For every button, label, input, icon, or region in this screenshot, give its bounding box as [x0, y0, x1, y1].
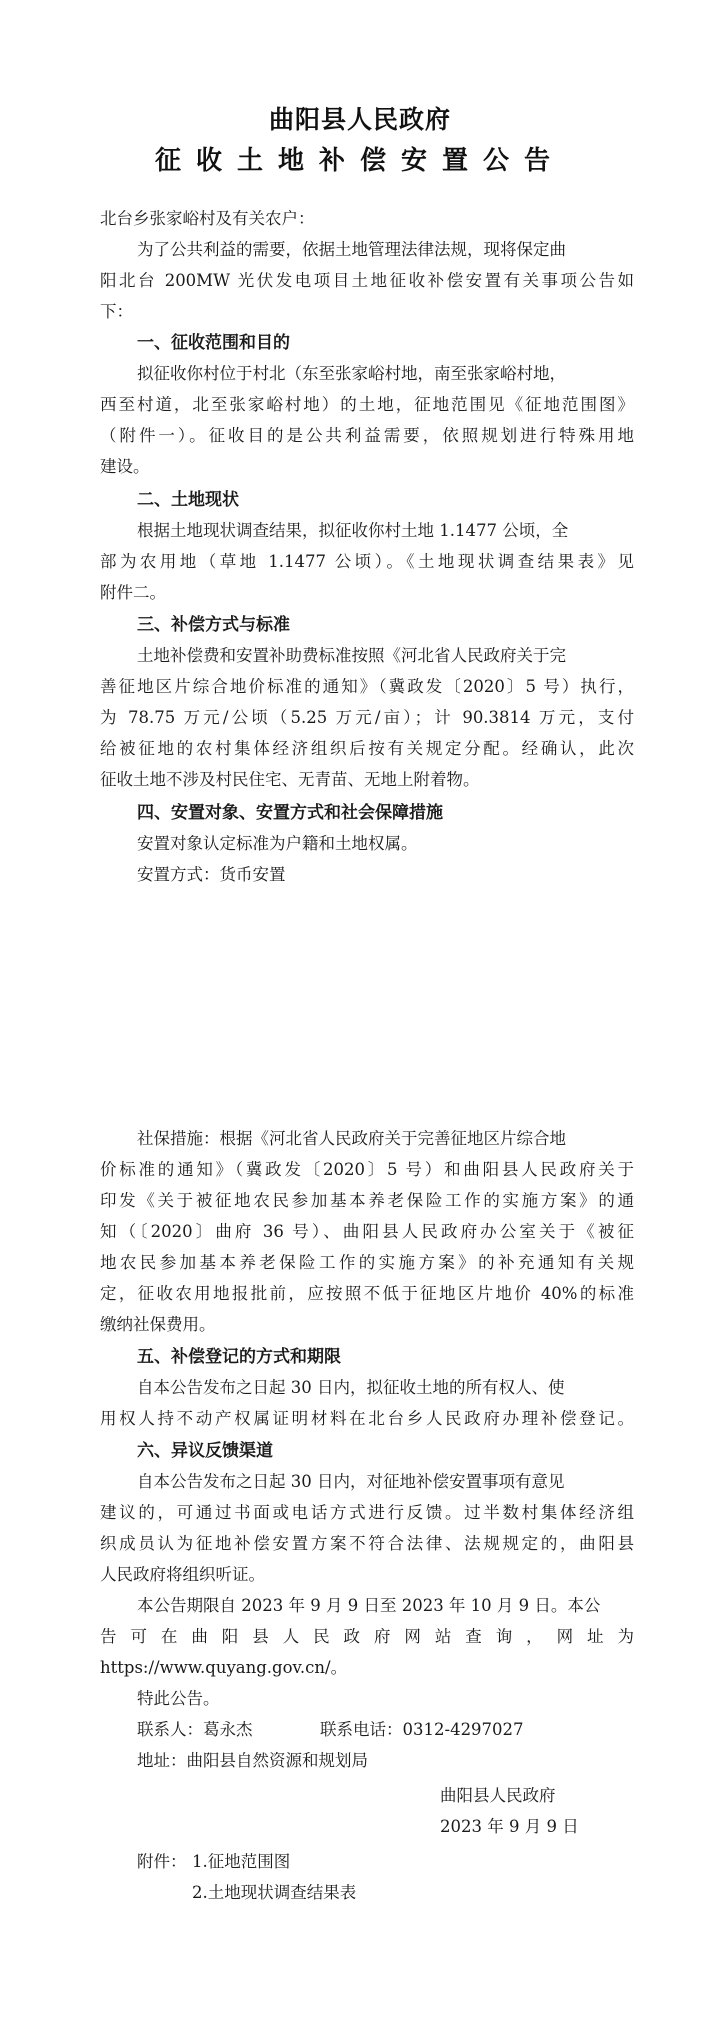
intro-line: 下：: [100, 302, 133, 321]
section-2-line: 部为农用地（草地 1.1477 公顷）。《土地现状调查结果表》见: [100, 552, 634, 571]
section-6-heading: 六、异议反馈渠道: [137, 1441, 273, 1461]
section-2-line: 根据土地现状调查结果，拟征收你村土地 1.1477 公顷，全: [137, 521, 569, 540]
section-3-heading: 三、补偿方式与标准: [137, 615, 290, 635]
contact-address: 地址：曲阳县自然资源和规划局: [137, 1751, 368, 1770]
section-1-line: 拟征收你村位于村北（东至张家峪村地，南至张家峪村地，: [137, 364, 566, 383]
section-3-line: 土地补偿费和安置补助费标准按照《河北省人民政府关于完: [137, 646, 566, 665]
resettlement-method: 安置方式：货币安置: [137, 865, 286, 884]
section-3-line: 善征地区片综合地价标准的通知》（冀政发〔2020〕5 号）执行，: [100, 677, 634, 696]
website-url: https://www.quyang.gov.cn/。: [100, 1658, 348, 1677]
social-security-line: 社保措施：根据《河北省人民政府关于完善征地区片综合地: [137, 1129, 566, 1148]
signature-date: 2023 年 9 月 9 日: [440, 1817, 579, 1836]
social-security-line: 知（〔2020〕曲府 36 号）、曲阳县人民政府办公室关于《被征: [100, 1222, 634, 1241]
attachments-label: 附件：: [137, 1852, 187, 1871]
social-security-line: 印发《关于被征地农民参加基本养老保险工作的实施方案》的通: [100, 1191, 634, 1210]
section-1-line: 建设。: [100, 457, 150, 476]
section-3-line: 征收土地不涉及村民住宅、无青苗、无地上附着物。: [100, 770, 480, 789]
period-line: 本公告期限自 2023 年 9 月 9 日至 2023 年 10 月 9 日。本公: [137, 1596, 601, 1615]
section-3-line: 为 78.75 万元/公顷（5.25 万元/亩）；计 90.3814 万元，支付: [100, 708, 634, 727]
signature-org: 曲阳县人民政府: [440, 1786, 556, 1805]
addressee: 北台乡张家峪村及有关农户：: [100, 209, 315, 228]
resettlement-object: 安置对象认定标准为户籍和土地权属。: [137, 834, 418, 853]
document-title-org: 曲阳县人民政府: [268, 105, 451, 134]
social-security-line: 地农民参加基本养老保险工作的实施方案》的补充通知有关规: [100, 1253, 634, 1272]
document-title-main: 征收土地补偿安置公告: [154, 146, 565, 176]
social-security-line: 定，征收农用地报批前，应按照不低于征地区片地价 40%的标准: [100, 1284, 634, 1303]
section-4-heading: 四、安置对象、安置方式和社会保障措施: [137, 803, 443, 823]
social-security-line: 缴纳社保费用。: [100, 1315, 216, 1334]
attachment-item: 2.土地现状调查结果表: [192, 1883, 357, 1902]
section-6-line: 建议的，可通过书面或电话方式进行反馈。过半数村集体经济组: [100, 1503, 634, 1522]
section-6-line: 自本公告发布之日起 30 日内，对征地补偿安置事项有意见: [137, 1472, 565, 1491]
section-1-line: （附件一）。征收目的是公共利益需要，依照规划进行特殊用地: [100, 426, 634, 445]
period-line: 告可在曲阳县人民政府网站查询，网址为: [100, 1627, 634, 1646]
section-1-line: 西至村道，北至张家峪村地）的土地，征地范围见《征地范围图》: [100, 395, 634, 414]
hereby-notice: 特此公告。: [137, 1689, 220, 1708]
contact-phone: 联系电话：0312-4297027: [320, 1720, 524, 1739]
intro-line: 为了公共利益的需要，依据土地管理法律法规，现将保定曲: [137, 240, 566, 259]
section-2-line: 附件二。: [100, 583, 166, 602]
section-6-line: 人民政府将组织听证。: [100, 1565, 265, 1584]
section-3-line: 给被征地的农村集体经济组织后按有关规定分配。经确认，此次: [100, 739, 634, 758]
section-2-heading: 二、土地现状: [137, 490, 239, 510]
intro-line: 阳北台 200MW 光伏发电项目土地征收补偿安置有关事项公告如: [100, 271, 634, 290]
section-1-heading: 一、征收范围和目的: [137, 333, 290, 353]
social-security-line: 价标准的通知》（冀政发〔2020〕5 号）和曲阳县人民政府关于: [100, 1160, 634, 1179]
section-5-line: 自本公告发布之日起 30 日内，拟征收土地的所有权人、使: [137, 1378, 565, 1397]
section-6-line: 织成员认为征地补偿安置方案不符合法律、法规规定的，曲阳县: [100, 1534, 634, 1553]
section-5-line: 用权人持不动产权属证明材料在北台乡人民政府办理补偿登记。: [100, 1409, 634, 1428]
contact-person: 联系人：葛永杰: [137, 1720, 253, 1739]
attachment-item: 1.征地范围图: [192, 1852, 291, 1871]
section-5-heading: 五、补偿登记的方式和期限: [137, 1347, 341, 1367]
